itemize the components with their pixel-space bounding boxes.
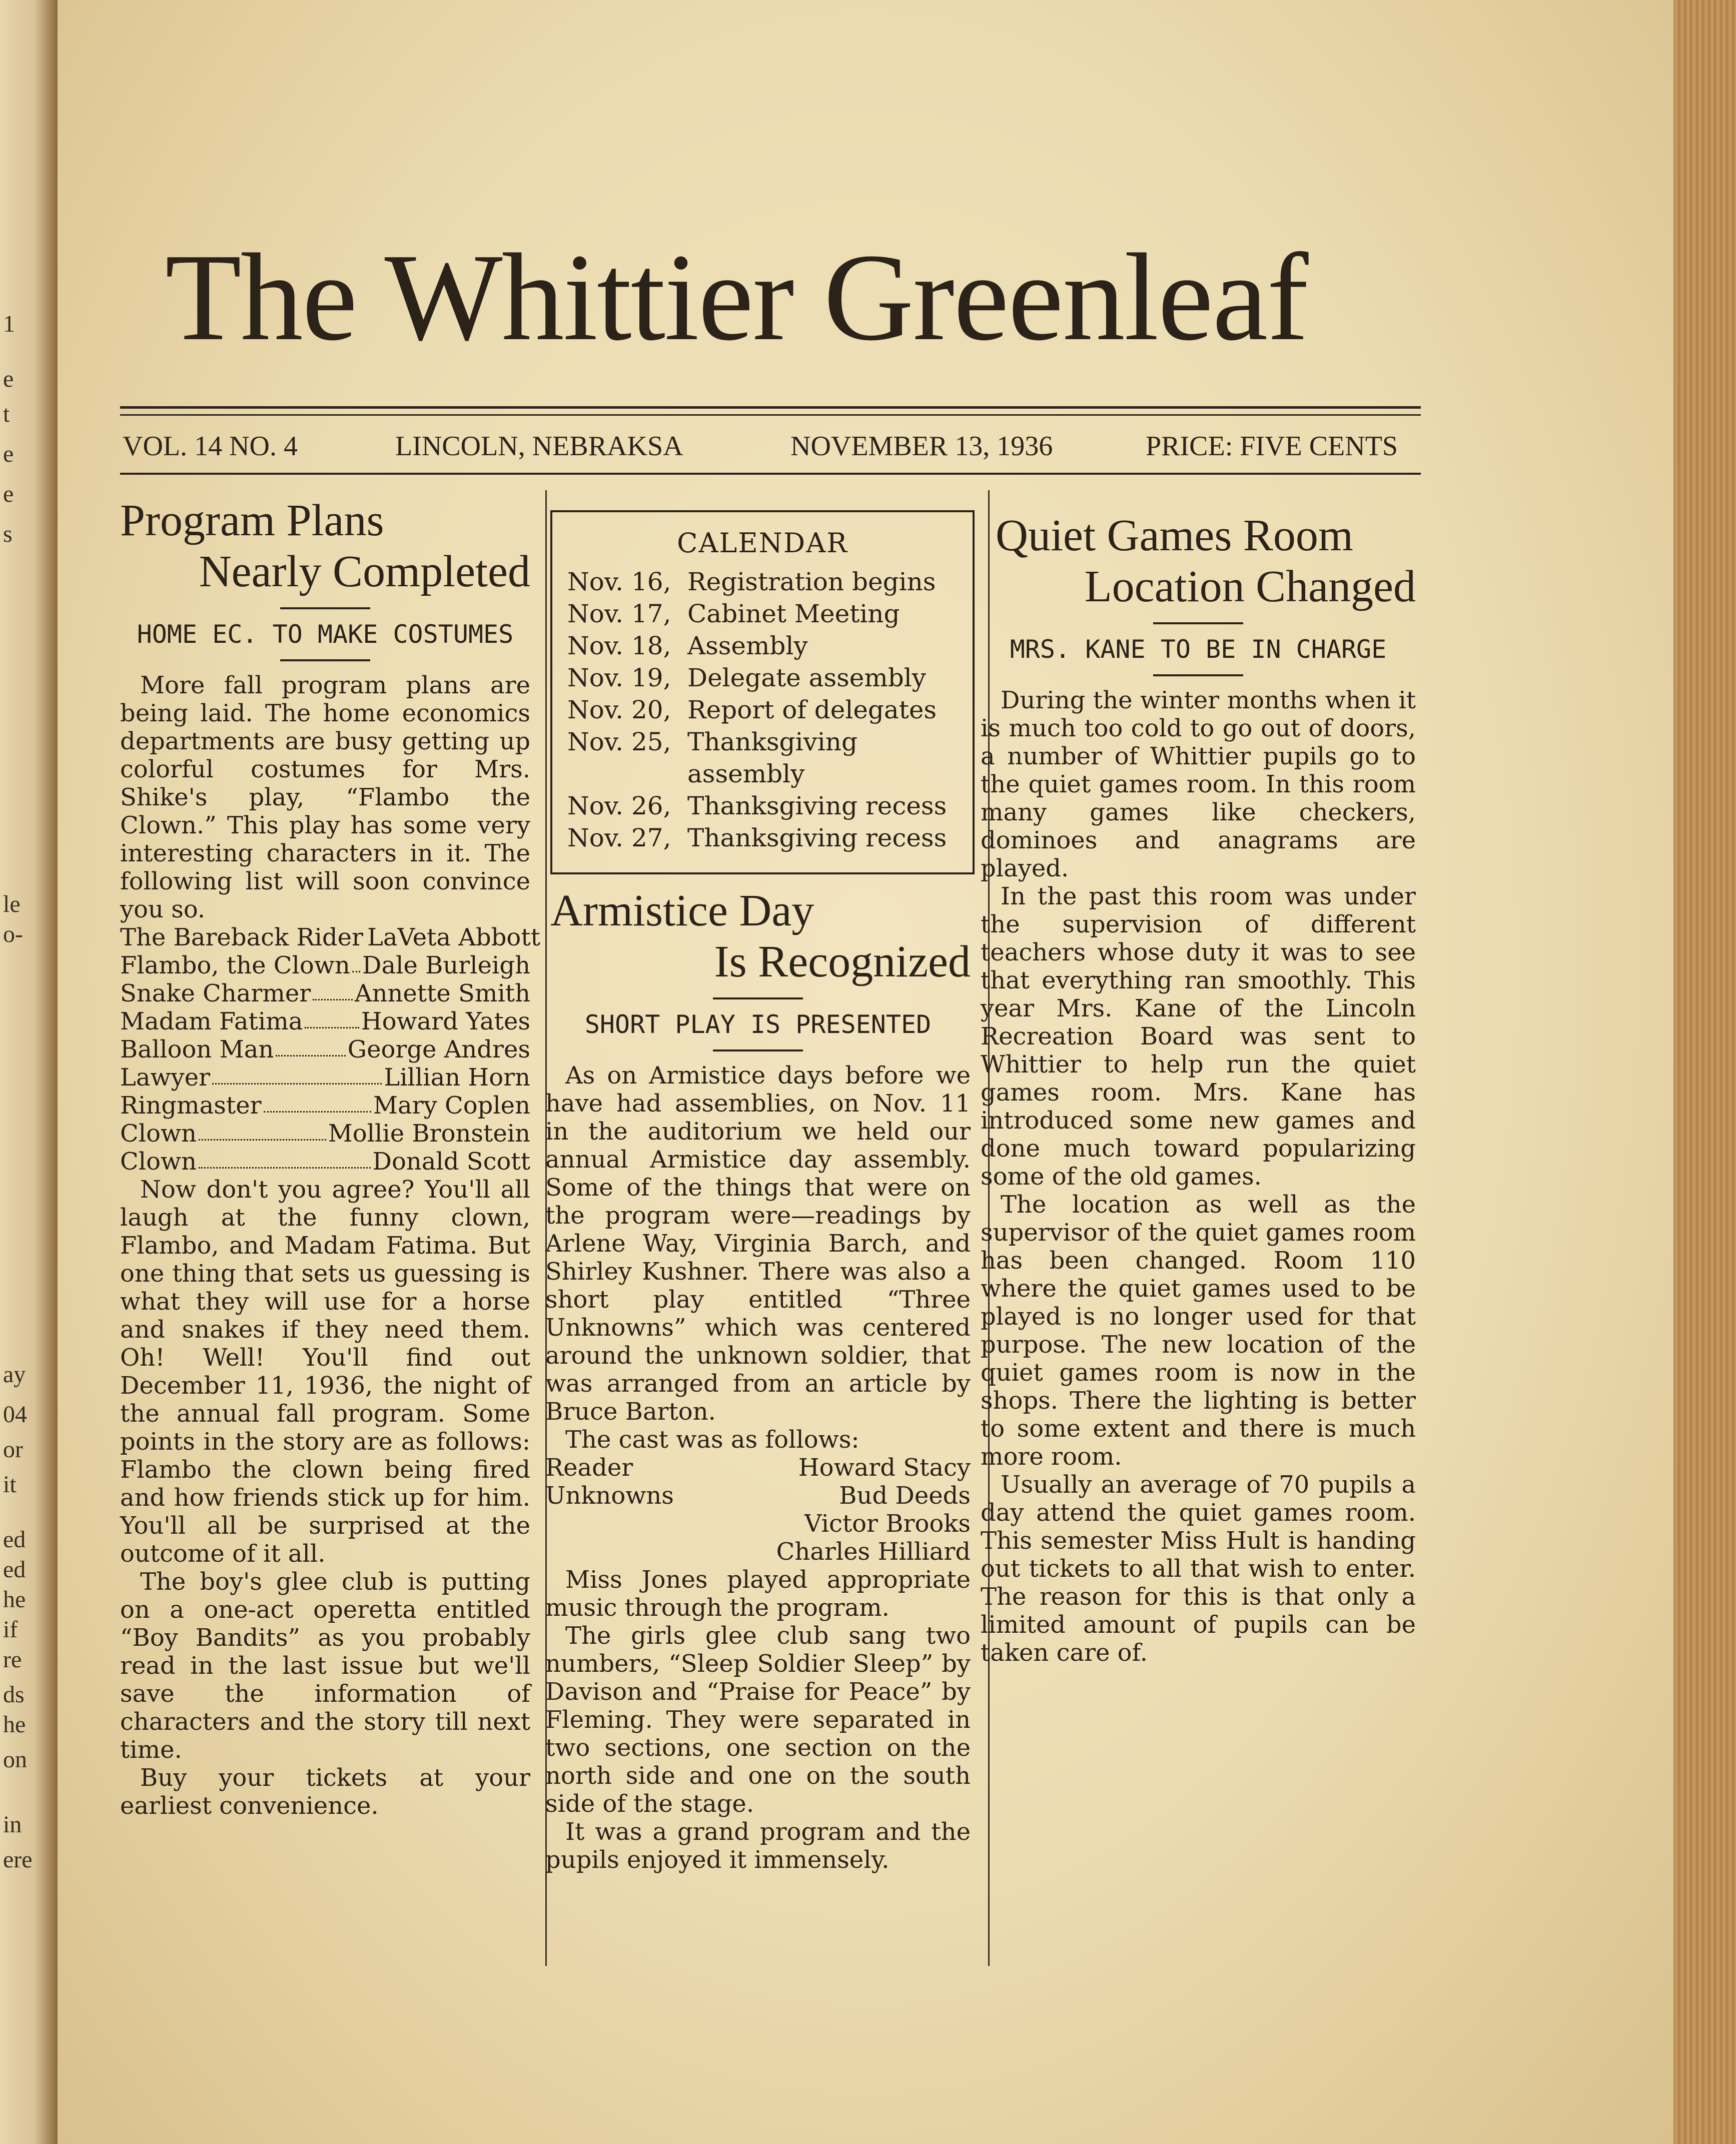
- subhead-divider: [1153, 674, 1243, 676]
- games-paragraph-4: Usually an average of 70 pupils a day attend the quiet games room. This semester Miss Hult is handing out tickets to all that wish to enter. The reason for this is that only a limited amount of pupils can be taken care of.: [981, 1471, 1416, 1667]
- cast-list-item: [120, 1092, 530, 1120]
- unknown-name: Victor Brooks: [804, 1510, 971, 1538]
- calendar-event: Registration begins: [687, 567, 936, 596]
- calendar-item: [552, 822, 973, 854]
- cast-actor: Donald Scott: [372, 1148, 530, 1176]
- cast-actor: Mary Coplen: [373, 1092, 530, 1120]
- armistice-cast-intro: The cast was as follows:: [565, 1426, 859, 1454]
- masthead-rule-bottom: [120, 473, 1421, 475]
- margin-text-fragment: e: [3, 441, 14, 467]
- margin-text-fragment: he: [3, 1586, 26, 1613]
- games-headline-line1: Quiet Games Room: [996, 511, 1353, 560]
- cast-role: Flambo, the Clown: [120, 951, 350, 979]
- calendar-item: [552, 790, 973, 822]
- calendar-date: Nov. 18,: [567, 631, 671, 660]
- margin-text-fragment: ed: [3, 1556, 26, 1583]
- calendar-list: [552, 566, 973, 854]
- calendar-title: CALENDAR: [677, 527, 848, 559]
- games-paragraph-1: During the winter months when it is much too cold to go out of doors, a number of Whittier pupils go to the quiet games room. In this room many games like checkers, dominoes and anagrams are played.: [981, 686, 1416, 882]
- masthead-title: The Whittier Greenleaf: [165, 228, 1308, 367]
- margin-text-fragment: or: [3, 1436, 23, 1463]
- margin-text-fragment: he: [3, 1711, 26, 1738]
- margin-text-fragment: re: [3, 1646, 22, 1673]
- armistice-unknowns-row: [545, 1482, 971, 1510]
- calendar-date: Nov. 26,: [567, 791, 671, 820]
- margin-text-fragment: if: [3, 1616, 18, 1643]
- cast-actor: LaVeta Abbott: [367, 923, 540, 951]
- unknowns-label: Unknowns: [545, 1482, 674, 1510]
- city: LINCOLN, NEBRAKSA: [395, 431, 683, 462]
- leader-dots: [199, 1120, 326, 1141]
- margin-text-fragment: o-: [3, 921, 23, 947]
- games-headline-line2: Location Changed: [1084, 562, 1416, 611]
- leader-dots: [352, 951, 360, 972]
- program-headline-line2: Nearly Completed: [199, 547, 530, 596]
- margin-text-fragment: ds: [3, 1681, 25, 1708]
- margin-text-fragment: ay: [3, 1361, 26, 1388]
- headline-divider: [1153, 622, 1243, 624]
- calendar-event: Thanksgiving recess: [687, 791, 947, 820]
- leader-dots: [212, 1063, 382, 1085]
- program-paragraph-3: The boy's glee club is putting on a one-act operetta entitled “Boy Bandits” as you probably read in the last issue but we'll save the information of characters and the story till next time.: [120, 1568, 530, 1764]
- calendar-event: Thanksgiving recess: [687, 823, 947, 852]
- calendar-event: Assembly: [687, 631, 808, 660]
- calendar-item: [552, 566, 973, 598]
- cast-actor: George Andres: [347, 1035, 530, 1063]
- cast-list-item: [120, 1148, 530, 1176]
- leader-dots: [313, 979, 353, 1000]
- cast-actor: Dale Burleigh: [362, 951, 530, 979]
- calendar-date: Nov. 20,: [567, 695, 671, 724]
- price: PRICE: FIVE CENTS: [1146, 431, 1398, 462]
- binding-left-margin: [0, 0, 58, 2144]
- armistice-headline-line1: Armistice Day: [550, 886, 814, 935]
- program-paragraph-2: Now don't you agree? You'll all laugh at the funny clown, Flambo, and Madam Fatima. But one thing that sets us guessing is what they will use for a horse and snakes if they need them. Oh! Well! You'll find out December 11, 1936, the night of the annual fall program. Some points in the story are as follows: Flambo the clown being fired and how friends stick up for him. You'll all be surprised at the outcome of it all.: [120, 1176, 530, 1568]
- armistice-paragraph-3: The girls glee club sang two numbers, “Sleep Soldier Sleep” by Davison and “Praise for Peace” by Fleming. They were separated in two sections, one section on the north side and one on the south side of the stage.: [545, 1622, 971, 1818]
- reader-label: Reader: [545, 1454, 633, 1482]
- masthead-rule-top-thin: [120, 414, 1421, 416]
- cast-list-item: [120, 1063, 530, 1092]
- cast-list-item: [120, 1120, 530, 1148]
- armistice-paragraph-2: Miss Jones played appropriate music through the program.: [545, 1566, 971, 1622]
- calendar-item: [552, 726, 973, 790]
- program-cast-list: [120, 923, 540, 1176]
- games-subhead: MRS. KANE TO BE IN CHARGE: [1010, 635, 1387, 664]
- article-program-plans: [120, 495, 540, 1820]
- margin-text-fragment: e: [3, 481, 14, 507]
- margin-text-fragment: le: [3, 891, 21, 917]
- cast-actor: Annette Smith: [354, 979, 530, 1007]
- book-fore-edge: [1673, 0, 1736, 2144]
- issue-date: NOVEMBER 13, 1936: [790, 431, 1053, 462]
- margin-text-fragment: e: [3, 366, 14, 392]
- margin-text-fragment: it: [3, 1471, 17, 1498]
- calendar-date: Nov. 25,: [567, 727, 671, 756]
- cast-role: The Bareback Rider: [120, 923, 363, 951]
- program-paragraph-4: Buy your tickets at your earliest convenience.: [120, 1764, 530, 1820]
- leader-dots: [264, 1092, 371, 1113]
- unknown-name: Bud Deeds: [839, 1482, 971, 1510]
- calendar-event: Cabinet Meeting: [687, 599, 900, 628]
- armistice-paragraph-1: As on Armistice days before we have had assemblies, on Nov. 11 in the auditorium we held our annual Armistice day assembly. Some of the things that were on the program were—readings by Arlene Way, Virginia Barch, and Shirley Kushner. There was also a short play entitled “Three Unknowns” which was centered around the unknown soldier, that was arranged from an article by Bruce Barton.: [545, 1061, 971, 1426]
- calendar-date: Nov. 27,: [567, 823, 671, 852]
- masthead-rule-top: [120, 406, 1421, 409]
- unknown-name: Charles Hilliard: [776, 1538, 971, 1566]
- article-quiet-games: [981, 510, 1416, 1667]
- games-paragraph-3: The location as well as the supervisor of the quiet games room has been changed. Room 110 where the quiet games used to be played is no longer used for that purpose. The new location of the quiet games room is now in the shops. There the lighting is better to some extent and there is much more room.: [981, 1191, 1416, 1471]
- cast-role: Snake Charmer: [120, 979, 311, 1007]
- margin-text-fragment: t: [3, 401, 10, 427]
- armistice-headline-line2: Is Recognized: [714, 937, 971, 986]
- cast-actor: Lillian Horn: [384, 1063, 530, 1092]
- leader-dots: [199, 1148, 371, 1169]
- program-headline-line1: Program Plans: [120, 496, 384, 545]
- program-intro: More fall program plans are being laid. The home economics departments are busy getting up colorful costumes for Mrs. Shike's play, “Flambo the Clown.” This play has some very interesting characters in it. The following list will soon convince you so.: [120, 671, 530, 923]
- margin-text-fragment: 04: [3, 1401, 27, 1428]
- leader-dots: [305, 1007, 359, 1028]
- cast-role: Balloon Man: [120, 1035, 274, 1063]
- cast-list-item: [120, 1035, 530, 1063]
- leader-dots: [276, 1035, 345, 1056]
- cast-list-item: [120, 951, 530, 979]
- subhead-divider: [280, 659, 370, 661]
- volume-number: VOL. 14 NO. 4: [123, 431, 298, 462]
- program-subhead: HOME EC. TO MAKE COSTUMES: [137, 620, 514, 649]
- armistice-subhead: SHORT PLAY IS PRESENTED: [584, 1010, 932, 1039]
- calendar-event: Thanksgiving assembly: [687, 727, 857, 788]
- cast-actor: Mollie Bronstein: [328, 1120, 530, 1148]
- cast-role: Clown: [120, 1120, 197, 1148]
- cast-role: Ringmaster: [120, 1092, 262, 1120]
- calendar-date: Nov. 17,: [567, 599, 671, 628]
- subhead-divider: [713, 1049, 803, 1051]
- margin-text-fragment: ed: [3, 1526, 26, 1553]
- cast-role: Lawyer: [120, 1063, 211, 1092]
- calendar-event: Report of delegates: [687, 695, 937, 724]
- games-paragraph-2: In the past this room was under the supervision of different teachers whose duty it was to see that everything ran smoothly. This year Mrs. Kane of the Lincoln Recreation Board was sent to Whittier to help run the quiet games room. Mrs. Kane has introduced some new games and done much toward popularizing some of the old games.: [981, 882, 1416, 1191]
- calendar-item: [552, 630, 973, 662]
- margin-text-fragment: ere: [3, 1846, 33, 1873]
- cast-actor: Howard Yates: [361, 1007, 530, 1035]
- margin-text-fragment: on: [3, 1746, 27, 1773]
- armistice-reader-row: [545, 1454, 971, 1482]
- cast-list-item: [120, 979, 530, 1007]
- calendar-item: [552, 662, 973, 694]
- calendar-box: [550, 510, 975, 874]
- cast-role: Madam Fatima: [120, 1007, 303, 1035]
- cast-list-item: [120, 1007, 530, 1035]
- reader-name: Howard Stacy: [798, 1454, 971, 1482]
- cast-list-item: [120, 923, 540, 951]
- margin-text-fragment: s: [3, 521, 13, 547]
- margin-text-fragment: in: [3, 1811, 22, 1838]
- calendar-event: Delegate assembly: [687, 663, 927, 692]
- calendar-item: [552, 598, 973, 630]
- calendar-item: [552, 694, 973, 726]
- armistice-paragraph-4: It was a grand program and the pupils enjoyed it immensely.: [545, 1818, 971, 1874]
- article-armistice-day: [545, 885, 971, 1874]
- cast-role: Clown: [120, 1148, 197, 1176]
- headline-divider: [280, 607, 370, 609]
- calendar-date: Nov. 16,: [567, 567, 671, 596]
- margin-text-fragment: 1: [3, 311, 15, 337]
- headline-divider: [713, 997, 803, 999]
- calendar-date: Nov. 19,: [567, 663, 671, 692]
